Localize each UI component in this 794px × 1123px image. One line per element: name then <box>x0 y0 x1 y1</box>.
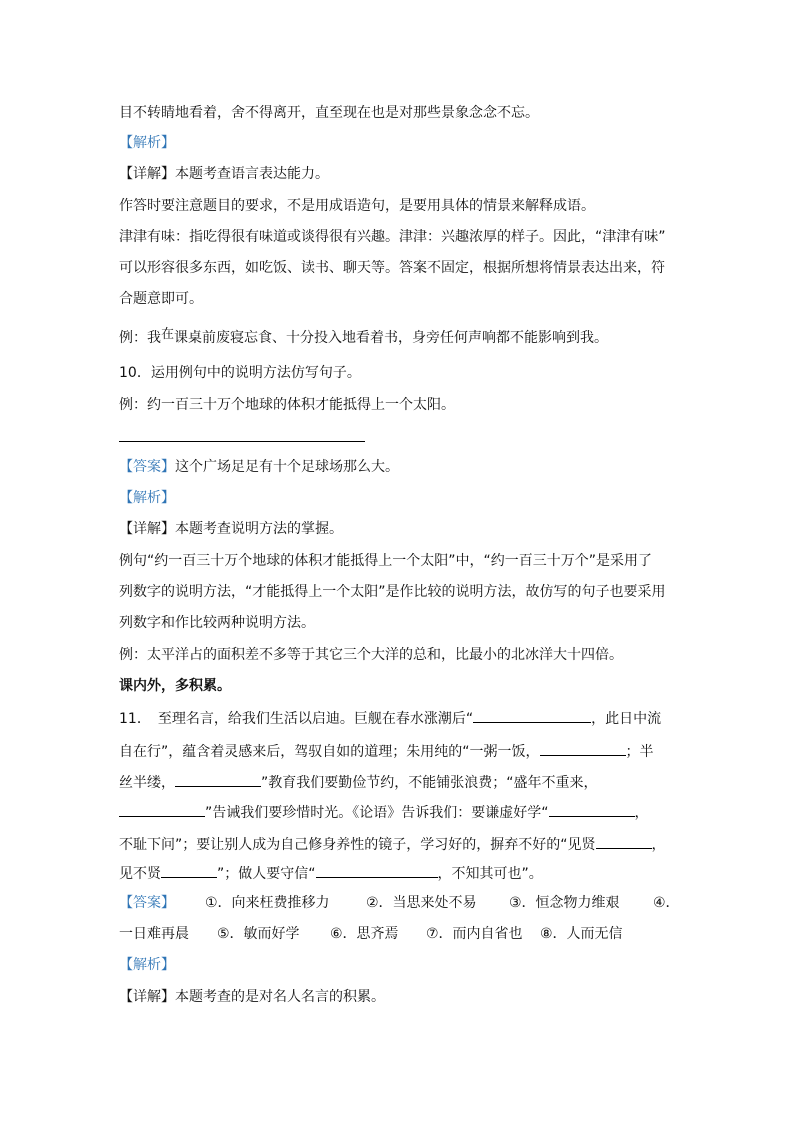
answer-label: 【答案】 <box>119 459 175 475</box>
q11-text: 不耻下问”；要让别人成为自己修身养性的镜子，学习好的，摒弃不好的“见贤 <box>119 837 596 853</box>
answer-label: 【答案】 <box>119 895 175 911</box>
q11-text: 见不贤 <box>119 866 161 882</box>
text-line <box>119 458 399 476</box>
analysis-label: 【解析】 <box>119 490 175 506</box>
text-line: 合题意即可。 <box>119 291 203 307</box>
fill-blank <box>316 863 438 878</box>
answer-item: ③．恒念物力维艰 <box>509 895 620 911</box>
text-line: 例：约一百三十万个地球的体积才能抵得上一个太阳。 <box>119 397 455 413</box>
answer-item: ④． <box>653 895 680 911</box>
q11-text: 自在行”，蕴含着灵感来后，驾驭自如的道理；朱用纯的“一粥一饭， <box>119 744 540 760</box>
answer-item: ②．当思来处不易 <box>366 895 477 911</box>
text-line: 津津有味：指吃得很有味道或谈得很有兴趣。津津：兴趣浓厚的样子。因此，“津津有味” <box>119 229 666 245</box>
example-prefix: 例：我 <box>119 330 161 346</box>
detail-text: 本题考查语言表达能力。 <box>175 166 329 182</box>
fill-blank <box>473 708 591 723</box>
answer-item: 一日难再晨 <box>119 926 189 942</box>
analysis-label: 【解析】 <box>119 957 175 973</box>
fill-blank <box>540 741 626 756</box>
fill-blank <box>119 802 205 817</box>
question-11-line <box>119 772 598 792</box>
section-heading: 课内外，多积累。 <box>119 678 231 694</box>
example-text: 课桌前废寝忘食、十分投入地看着书，身旁任何声响都不能影响到我。 <box>174 330 609 346</box>
fill-blank <box>549 802 635 817</box>
q11-text: 11． 至理名言，给我们生活以启迪。巨舰在春水涨潮后“ <box>119 711 474 727</box>
text-line <box>119 329 608 348</box>
text-line: 例句“约一百三十万个地球的体积才能抵得上一个太阳”中，“约一百三十万个”是采用了 <box>119 553 653 569</box>
raised-char: 在 <box>161 327 175 342</box>
text-line: 列数字和作比较两种说明方法。 <box>119 615 315 631</box>
q11-text: ， <box>634 805 649 821</box>
answer-item: ⑧．人而无信 <box>540 926 623 942</box>
text-line: 作答时要注意题目的要求，不是用成语造句，是要用具体的情景来解释成语。 <box>119 198 595 214</box>
q11-text: ”告诫我们要珍惜时光。《论语》告诉我们：要谦虚好学“ <box>205 805 549 821</box>
question-11-line <box>119 708 661 728</box>
text-line: 可以形容很多东西，如吃饭、读书、聊天等。答案不固定，根据所想将情景表达出来，符 <box>119 260 665 276</box>
answer-item: ⑤．敏而好学 <box>217 926 300 942</box>
text-line <box>119 988 385 1006</box>
text-line <box>119 165 329 183</box>
q11-text: ，此日中流 <box>591 711 662 727</box>
detail-text: 本题考查说明方法的掌握。 <box>175 521 343 537</box>
q11-text: ”；做人要守信“ <box>217 866 316 882</box>
fill-blank <box>596 834 652 849</box>
detail-text: 本题考查的是对名人名言的积累。 <box>175 989 385 1005</box>
question-11-line: 不耻下问”；要让别人成为自己修身养性的镜子，学习好的，摒弃不好的“见贤 ， <box>119 834 666 854</box>
answer-item: ⑦．而内自省也 <box>426 926 523 942</box>
detail-label: 【详解】 <box>119 989 175 1005</box>
q11-text: ；半 <box>625 744 654 760</box>
question-11-line <box>119 741 654 761</box>
answer-blank-line <box>119 441 365 442</box>
fill-blank <box>175 772 261 787</box>
text-line: 例：太平洋占的面积差不多等于其它三个大洋的总和，比最小的北冰洋大十四倍。 <box>119 647 623 663</box>
detail-label: 【详解】 <box>119 166 175 182</box>
q11-text: ，不知其可也”。 <box>437 866 543 882</box>
q11-text: ”教育我们要勤俭节约，不能铺张浪费；“盛年不重来， <box>261 775 598 791</box>
question-10: 10．运用例句中的说明方法仿写句子。 <box>119 365 361 381</box>
q11-text: 丝半缕， <box>119 775 175 791</box>
answer-item: ⑥．思齐焉 <box>330 926 399 942</box>
fill-blank <box>161 863 217 878</box>
text-line: 目不转睛地看着，舍不得离开，直至现在也是对那些景象念念不忘。 <box>119 105 539 121</box>
text-line: 列数字的说明方法，“才能抵得上一个太阳”是作比较的说明方法，故仿写的句子也要采用 <box>119 584 666 600</box>
detail-label: 【详解】 <box>119 521 175 537</box>
answer-text: 这个广场足足有十个足球场那么大。 <box>175 459 399 475</box>
analysis-label: 【解析】 <box>119 135 175 151</box>
answer-item: ①．向来枉费推移力 <box>205 895 330 911</box>
question-11-line <box>119 802 649 822</box>
text-line <box>119 520 343 538</box>
question-11-line <box>119 863 543 883</box>
